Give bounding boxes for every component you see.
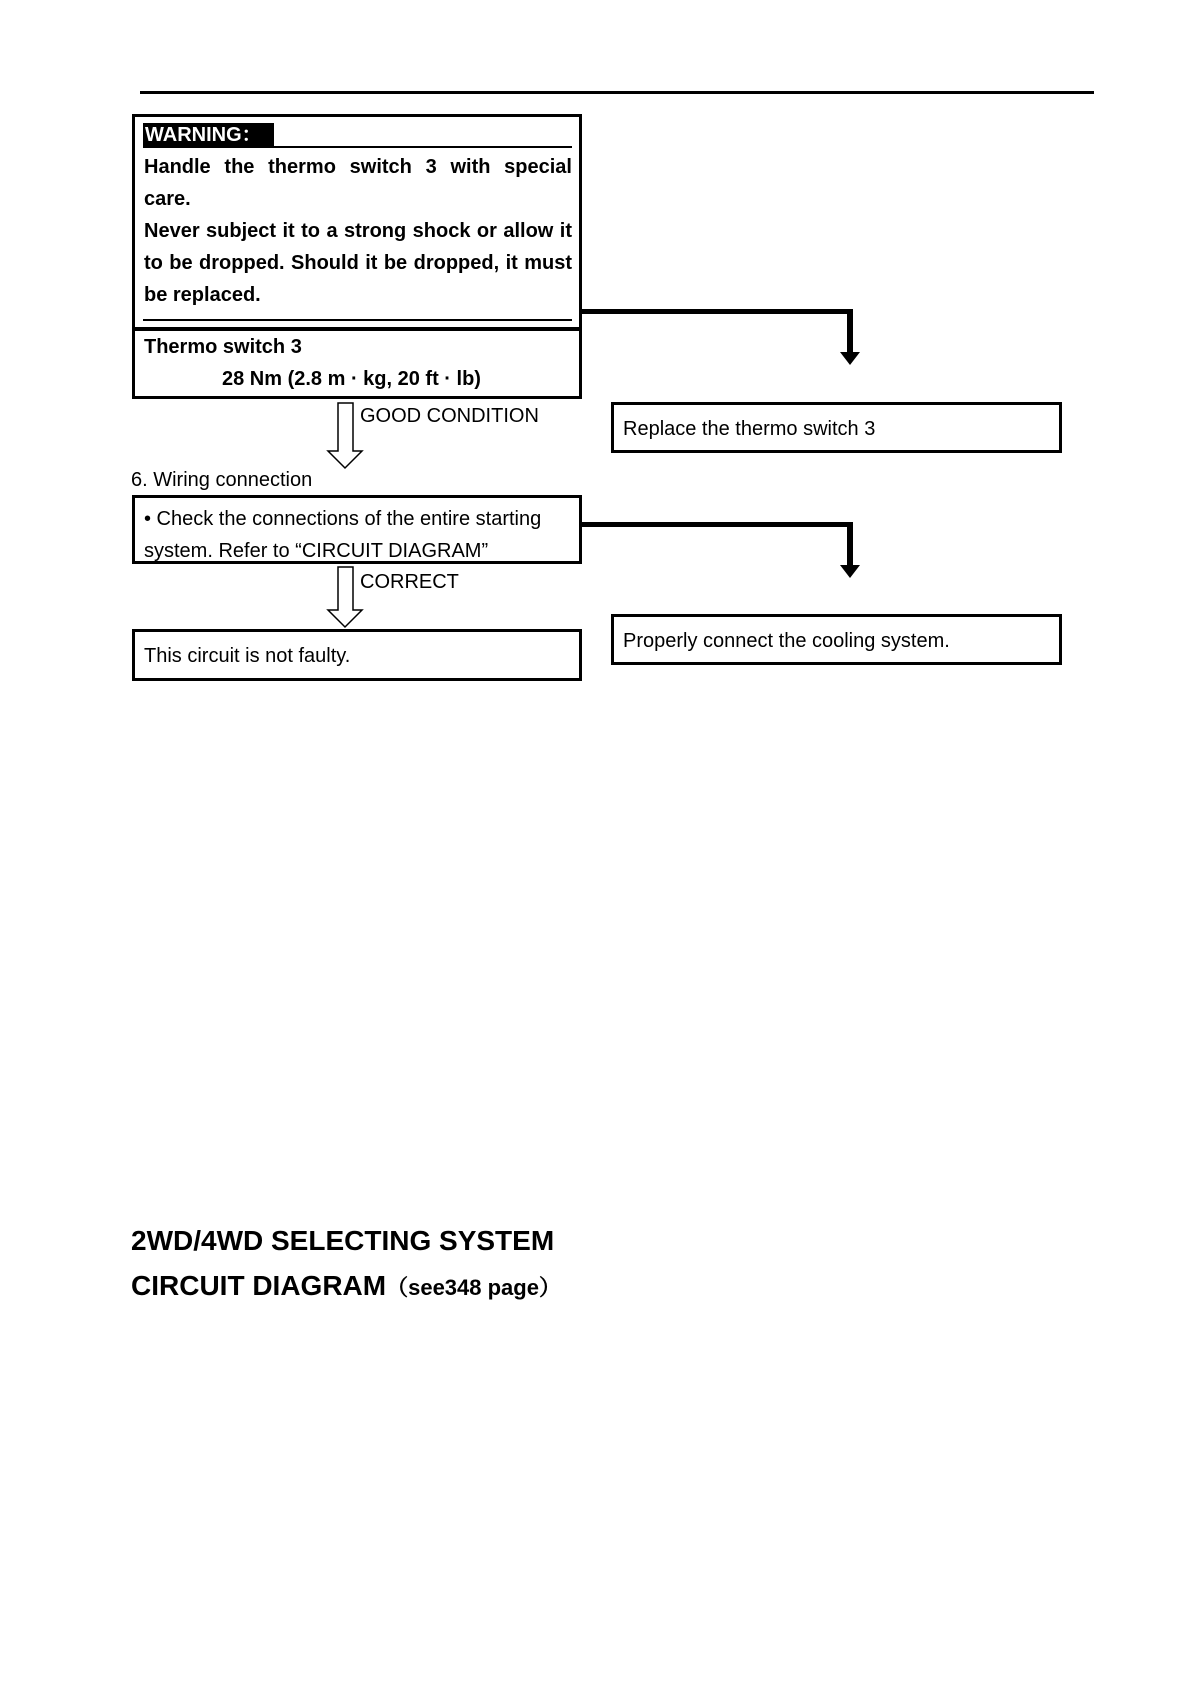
page-reference: （see348 page）: [386, 1275, 561, 1300]
correct-label: CORRECT: [360, 571, 459, 593]
warning-line-1: Handle the thermo switch 3 with special care.: [144, 156, 572, 210]
wiring-connection-title: 6. Wiring connection: [131, 469, 313, 491]
not-faulty-text: This circuit is not faulty.: [144, 645, 351, 667]
ng-arrow-replace: [582, 309, 860, 365]
circuit-diagram-title: CIRCUIT DIAGRAM: [131, 1270, 387, 1301]
torque-spec: 28 Nm (2.8 m · kg, 20 ft · lb): [222, 368, 481, 390]
check-connections-text: [144, 503, 541, 567]
connect-text: Properly connect the cooling system.: [623, 630, 950, 652]
check-line-2: system. Refer to “CIRCUIT DIAGRAM”: [144, 540, 489, 562]
correct-arrow: [328, 567, 362, 627]
warning-line-2: Never subject it to a strong shock or allow it to be dropped. Should it be dropped, it must be replaced.: [144, 220, 572, 306]
ng-arrow-connect: [582, 522, 860, 578]
circuit-diagram-heading: [131, 1270, 561, 1302]
replace-text: Replace the thermo switch 3: [623, 418, 876, 440]
good-condition-arrow: [328, 403, 362, 468]
good-condition-label: GOOD CONDITION: [360, 405, 539, 427]
warning-label: WARNING：: [143, 123, 274, 148]
section-heading: 2WD/4WD SELECTING SYSTEM: [131, 1225, 555, 1256]
check-line-1: • Check the connections of the entire starting: [144, 508, 542, 530]
thermo-switch-title: Thermo switch 3: [144, 336, 302, 358]
